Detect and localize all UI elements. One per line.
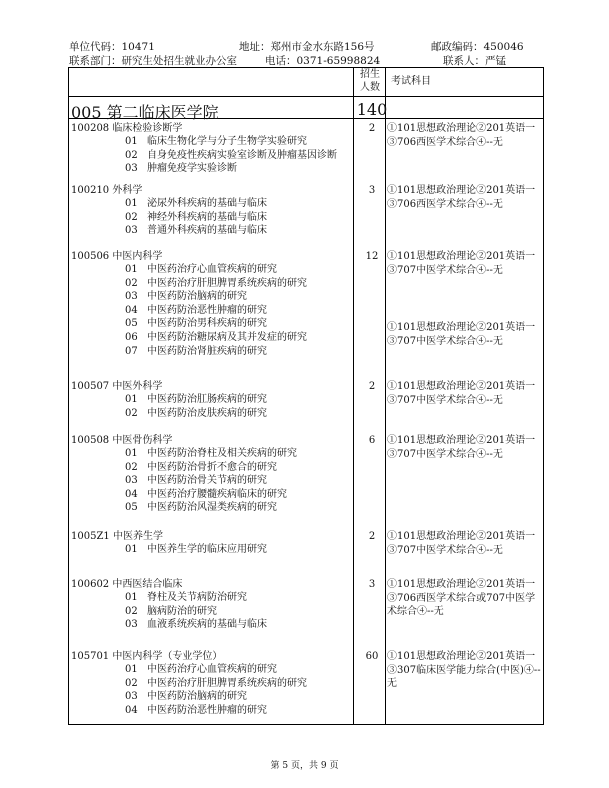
direction-code: 02: [125, 677, 138, 689]
page-footer: 第 5 页，共 9 页: [270, 761, 339, 771]
direction-code: 03: [125, 691, 138, 703]
direction-name: 脊柱及关节病防治研究: [147, 592, 247, 603]
research-direction: [125, 663, 277, 677]
major-name: 100602 中西医结合临床: [71, 579, 183, 590]
direction-code: 03: [125, 163, 138, 175]
enroll-count: 3: [368, 579, 376, 590]
direction-code: 03: [125, 291, 138, 303]
phone: 电话：0371-65998824: [265, 55, 381, 67]
column-divider: [385, 68, 386, 724]
research-direction: [125, 149, 337, 163]
enroll-count: 2: [368, 531, 376, 542]
research-direction: [125, 501, 277, 515]
direction-name: 中医药防治皮肤疾病的研究: [147, 407, 267, 419]
exam-subjects: ①101思想政治理论②201英语一③707中医学术综合④--无: [387, 531, 536, 556]
direction-code: 01: [125, 394, 138, 405]
enroll-count: 2: [368, 381, 376, 392]
college-name: 005 第二临床医学院: [71, 103, 219, 122]
research-direction: [125, 704, 267, 718]
direction-name: 中医药治疗肝胆脾胃系统疾病的研究: [147, 677, 307, 689]
direction-code: 02: [125, 277, 138, 289]
major-name: 100506 中医内科学: [71, 251, 163, 262]
direction-name: 中医药治疗腰髓疾病临床的研究: [147, 488, 287, 500]
direction-name: 泌尿外科疾病的基础与临床: [147, 198, 267, 209]
enroll-count: 6: [368, 435, 376, 446]
research-direction: [125, 211, 267, 225]
major-name: 100210 外科学: [71, 185, 143, 196]
exam-subjects: ①101思想政治理论②201英语一③707中医学术综合④--无: [387, 381, 536, 406]
research-direction: [125, 677, 307, 691]
column-divider: [353, 68, 354, 724]
direction-code: 01: [125, 264, 138, 275]
header-enroll-1: 招生: [360, 69, 380, 80]
research-direction: [125, 317, 267, 331]
direction-code: 04: [125, 488, 138, 500]
research-direction: [125, 162, 237, 176]
research-direction: [125, 304, 267, 318]
research-direction: [125, 488, 287, 502]
contact-person: 联系人：严锰: [443, 55, 506, 67]
direction-name: 脑病防治的研究: [147, 605, 217, 617]
research-direction: [125, 290, 247, 304]
research-direction: [125, 543, 267, 557]
direction-code: 03: [125, 619, 138, 631]
research-direction: [125, 393, 267, 407]
research-direction: [125, 224, 267, 238]
direction-name: 中医药防治风湿类疾病的研究: [147, 502, 277, 514]
direction-name: 中医药防治恶性肿瘤的研究: [147, 304, 267, 316]
direction-code: 06: [125, 332, 138, 343]
direction-code: 01: [125, 544, 138, 555]
research-direction: [125, 591, 247, 605]
exam-subjects: ①101思想政治理论②201英语一③307临床医学能力综合(中医)④--无: [387, 651, 541, 689]
postcode: 邮政编码：450046: [431, 41, 524, 53]
direction-code: 05: [125, 318, 138, 330]
direction-code: 05: [125, 502, 138, 514]
direction-name: 中医药防治脊柱及相关疾病的研究: [147, 448, 297, 459]
research-direction: [125, 605, 217, 619]
exam-subjects: ①101思想政治理论②201英语一③706西医学术综合④--无: [387, 185, 536, 210]
direction-name: 中医药防治肾脏疾病的研究: [147, 345, 267, 357]
direction-name: 中医药防治脑病的研究: [147, 291, 247, 303]
research-direction: [125, 618, 267, 632]
direction-name: 中医药防治男科疾病的研究: [147, 318, 267, 330]
direction-code: 07: [125, 345, 138, 357]
direction-name: 中医药治疗心血管疾病的研究: [147, 664, 277, 675]
direction-name: 临床生物化学与分子生物学实验研究: [147, 136, 307, 147]
research-direction: [125, 474, 267, 488]
direction-code: 02: [125, 605, 138, 617]
direction-name: 中医药防治糖尿病及其并发症的研究: [147, 332, 307, 343]
enroll-count: 60: [365, 651, 379, 662]
enroll-count: 12: [365, 251, 379, 262]
direction-name: 中医药防治肛肠疾病的研究: [147, 394, 267, 405]
direction-name: 中医药治疗心血管疾病的研究: [147, 264, 277, 275]
research-direction: [125, 197, 267, 211]
major-name: 100507 中医外科学: [71, 381, 163, 392]
enroll-count: 2: [368, 123, 376, 134]
direction-code: 02: [125, 211, 138, 223]
direction-code: 01: [125, 448, 138, 459]
direction-name: 中医药防治骨关节病的研究: [147, 475, 267, 487]
exam-subjects: ①101思想政治理论②201英语一③707中医学术综合④--无: [387, 435, 536, 460]
direction-name: 血液系统疾病的基础与临床: [147, 619, 267, 631]
research-direction: [125, 407, 267, 421]
research-direction: [125, 461, 277, 475]
major-name: 100208 临床检验诊断学: [71, 123, 183, 134]
major-name: 1005Z1 中医养生学: [71, 531, 163, 542]
contact-dept: 联系部门：研究生处招生就业办公室: [69, 55, 237, 67]
direction-name: 自身免疫性疾病实验室诊断及肿瘤基因诊断: [147, 149, 337, 161]
direction-code: 04: [125, 704, 138, 716]
direction-code: 04: [125, 304, 138, 316]
direction-code: 01: [125, 136, 138, 147]
research-direction: [125, 690, 247, 704]
row-divider: [69, 96, 543, 97]
direction-code: 02: [125, 149, 138, 161]
address: 地址：郑州市金水东路156号: [239, 41, 375, 53]
enrollment-table: [68, 67, 544, 725]
exam-subjects: ①101思想政治理论②201英语一③706西医学术综合④--无: [387, 123, 536, 148]
direction-name: 神经外科疾病的基础与临床: [147, 211, 267, 223]
research-direction: [125, 331, 307, 345]
exam-subjects: ①101思想政治理论②201英语一③707中医学术综合④--无: [387, 322, 536, 347]
enroll-count: 3: [368, 185, 376, 196]
major-name: 105701 中医内科学（专业学位）: [71, 651, 223, 662]
major-name: 100508 中医骨伤科学: [71, 435, 173, 446]
header-enroll-2: 人数: [360, 82, 380, 93]
direction-code: 02: [125, 461, 138, 473]
exam-subjects: ①101思想政治理论②201英语一③707中医学术综合④--无: [387, 251, 536, 276]
direction-name: 中医养生学的临床应用研究: [147, 544, 267, 555]
direction-code: 03: [125, 475, 138, 487]
direction-name: 中医药治疗肝胆脾胃系统疾病的研究: [147, 277, 307, 289]
direction-name: 中医药防治恶性肿瘤的研究: [147, 704, 267, 716]
research-direction: [125, 447, 297, 461]
direction-name: 肿瘤免疫学实验诊断: [147, 163, 237, 175]
direction-name: 普通外科疾病的基础与临床: [147, 225, 267, 237]
research-direction: [125, 135, 307, 149]
unit-code: 单位代码：10471: [69, 41, 155, 53]
header-exam: 考试科目: [391, 76, 431, 87]
research-direction: [125, 345, 267, 359]
direction-name: 中医药防治脑病的研究: [147, 691, 247, 703]
research-direction: [125, 277, 307, 291]
exam-subjects: ①101思想政治理论②201英语一③706西医学术综合或707中医学术综合④--无: [387, 579, 536, 617]
research-direction: [125, 263, 277, 277]
direction-code: 02: [125, 407, 138, 419]
direction-code: 01: [125, 664, 138, 675]
direction-code: 01: [125, 592, 138, 603]
direction-code: 03: [125, 225, 138, 237]
direction-code: 01: [125, 198, 138, 209]
college-total: 140: [356, 100, 388, 119]
direction-name: 中医药防治骨折不愈合的研究: [147, 461, 277, 473]
